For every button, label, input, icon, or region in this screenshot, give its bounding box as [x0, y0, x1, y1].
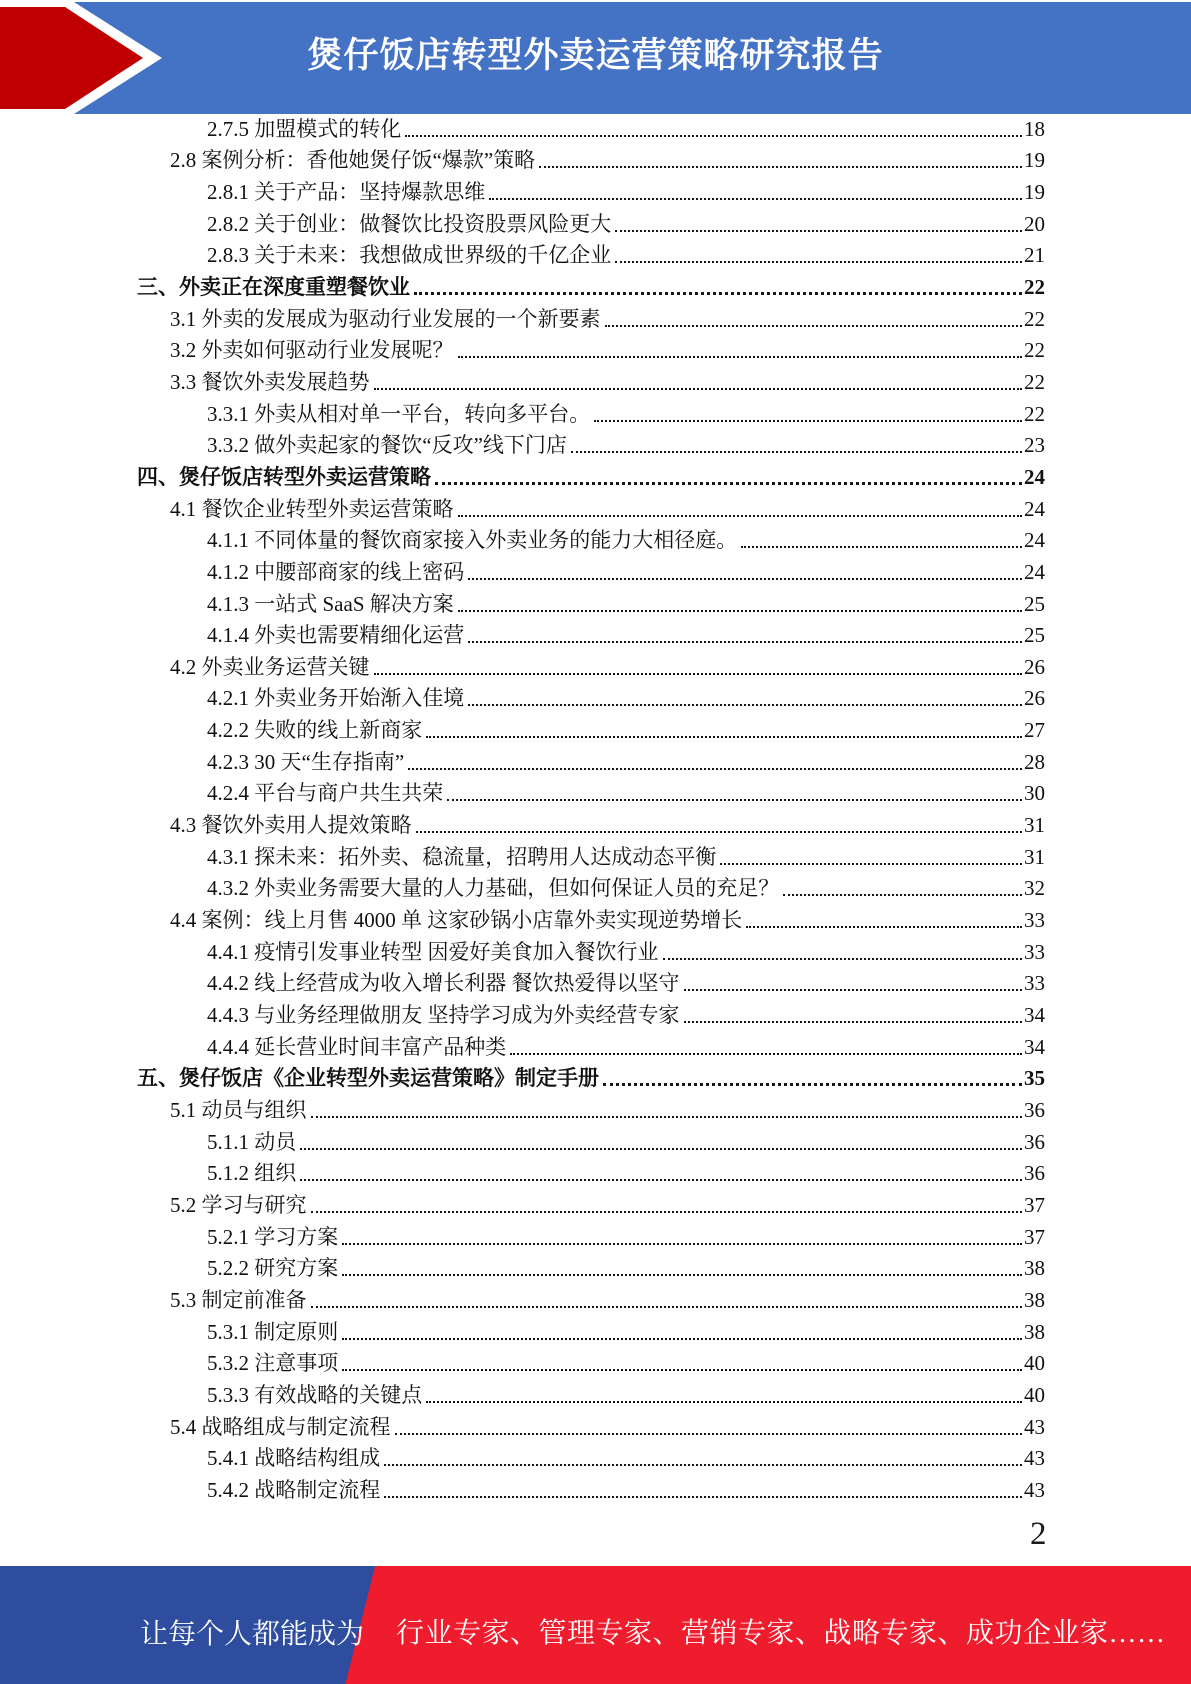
toc-entry-page-number: 26 [1024, 686, 1045, 711]
toc-dotted-leader [489, 198, 1022, 200]
toc-dotted-leader [571, 451, 1022, 453]
toc-entry-page-number: 40 [1024, 1351, 1045, 1376]
toc-entry-page-number: 22 [1024, 401, 1045, 426]
toc-entry-label: 四、煲仔饭店转型外卖运营策略 [137, 464, 431, 489]
toc-entry[interactable] [137, 935, 1045, 967]
toc-entry[interactable] [137, 1473, 1045, 1505]
toc-entry[interactable] [137, 650, 1045, 682]
footer-slogan-left: 让每个人都能成为 [140, 1619, 365, 1650]
toc-entry-page-number: 36 [1024, 1098, 1045, 1122]
toc-entry-page-number: 22 [1024, 274, 1045, 299]
toc-list [137, 112, 1045, 1505]
toc-dotted-leader [605, 325, 1023, 327]
toc-dotted-leader [468, 704, 1022, 706]
toc-dotted-leader [414, 292, 1022, 295]
toc-entry[interactable] [137, 872, 1045, 904]
toc-dotted-leader [311, 1306, 1023, 1308]
toc-entry-page-number: 24 [1024, 464, 1045, 489]
toc-entry-page-number: 35 [1024, 1066, 1045, 1091]
toc-entry-label: 2.8.2 关于创业：做餐饮比投资股票风险更大 [207, 211, 612, 236]
toc-entry[interactable] [137, 1157, 1045, 1189]
toc-entry-page-number: 31 [1024, 844, 1045, 869]
toc-entry-label: 5.3 制定前准备 [170, 1287, 307, 1312]
toc-entry[interactable] [137, 1378, 1045, 1410]
toc-entry[interactable] [137, 903, 1045, 935]
toc-dotted-leader [663, 958, 1023, 960]
toc-entry-page-number: 43 [1024, 1446, 1045, 1471]
toc-dotted-leader [615, 230, 1022, 232]
toc-dotted-leader [783, 894, 1022, 896]
toc-entry-label: 4.3.2 外卖业务需要大量的人力基础，但如何保证人员的充足？ [207, 876, 780, 901]
toc-dotted-leader [447, 799, 1022, 801]
toc-entry-label: 5.2.2 研究方案 [207, 1256, 339, 1281]
toc-dotted-leader [311, 1116, 1023, 1118]
toc-entry-label: 2.7.5 加盟模式的转化 [207, 116, 402, 141]
toc-entry[interactable] [137, 492, 1045, 524]
toc-entry-page-number: 36 [1024, 1129, 1045, 1154]
toc-entry-page-number: 21 [1024, 243, 1045, 268]
toc-dotted-leader [311, 1211, 1023, 1213]
toc-dotted-leader [720, 863, 1022, 865]
toc-entry-label: 4.2.4 平台与商户共生共荣 [207, 781, 444, 806]
page-title: 煲仔饭店转型外卖运营策略研究报告 [307, 36, 884, 75]
toc-entry-page-number: 37 [1024, 1224, 1045, 1249]
toc-dotted-leader [342, 1243, 1022, 1245]
toc-dotted-leader [408, 768, 1022, 770]
toc-entry-label: 3.3 餐饮外卖发展趋势 [170, 369, 370, 394]
toc-entry-page-number: 22 [1024, 369, 1045, 394]
toc-entry-label: 5.4 战略组成与制定流程 [170, 1414, 391, 1439]
toc-entry[interactable] [137, 682, 1045, 714]
toc-entry-label: 4.1.2 中腰部商家的线上密码 [207, 559, 465, 584]
toc-entry-label: 5.1.1 动员 [207, 1129, 297, 1154]
toc-entry-page-number: 33 [1024, 939, 1045, 964]
toc-entry[interactable] [137, 619, 1045, 651]
toc-entry-label: 5.3.1 制定原则 [207, 1319, 339, 1344]
toc-entry-page-number: 38 [1024, 1319, 1045, 1344]
toc-entry-label: 4.4 案例：线上月售 4000 单 这家砂锅小店靠外卖实现逆势增长 [170, 908, 743, 933]
toc-entry-label: 3.3.1 外卖从相对单一平台，转向多平台。 [207, 401, 591, 426]
toc-dotted-leader [615, 261, 1022, 263]
toc-entry[interactable] [137, 175, 1045, 207]
toc-entry-label: 4.4.1 疫情引发事业转型 因爱好美食加入餐饮行业 [207, 939, 659, 964]
footer [0, 1566, 1191, 1684]
toc-dotted-leader [374, 388, 1023, 390]
toc-entry[interactable] [137, 334, 1045, 366]
toc-dotted-leader [741, 546, 1022, 548]
toc-entry-label: 2.8 案例分析：香他她煲仔饭“爆款”策略 [170, 148, 536, 173]
toc-entry-page-number: 19 [1024, 179, 1045, 204]
toc-entry-page-number: 27 [1024, 718, 1045, 743]
toc-entry[interactable] [137, 840, 1045, 872]
toc-entry[interactable] [137, 1347, 1045, 1379]
toc-entry-page-number: 34 [1024, 1003, 1045, 1028]
toc-dotted-leader [384, 1464, 1022, 1466]
toc-entry-label: 2.8.1 关于产品：坚持爆款思维 [207, 179, 486, 204]
toc-entry[interactable] [137, 1315, 1045, 1347]
toc-entry-page-number: 25 [1024, 623, 1045, 648]
toc-dotted-leader [684, 989, 1023, 991]
toc-entry-label: 5.2.1 学习方案 [207, 1224, 339, 1249]
toc-entry-label: 5.1.2 组织 [207, 1161, 297, 1186]
toc-entry-page-number: 38 [1024, 1256, 1045, 1281]
toc-entry-page-number: 38 [1024, 1287, 1045, 1312]
toc-entry-label: 4.1.1 不同体量的餐饮商家接入外卖业务的能力大相径庭。 [207, 528, 738, 553]
toc-entry-label: 4.1.3 一站式 SaaS 解决方案 [207, 591, 454, 616]
toc-dotted-leader [458, 515, 1023, 517]
toc-entry-page-number: 31 [1024, 813, 1045, 838]
toc-entry-page-number: 24 [1024, 559, 1045, 584]
toc-entry-label: 4.2 外卖业务运营关键 [170, 654, 370, 679]
toc-dotted-leader [395, 1433, 1023, 1435]
toc-entry[interactable] [137, 365, 1045, 397]
toc-dotted-leader [458, 356, 1023, 358]
toc-entry[interactable] [137, 555, 1045, 587]
toc-entry-label: 2.8.3 关于未来：我想做成世界级的千亿企业 [207, 243, 612, 268]
toc-entry-page-number: 28 [1024, 749, 1045, 774]
toc-dotted-leader [374, 673, 1023, 675]
toc-dotted-leader [594, 420, 1022, 422]
toc-entry-label: 3.1 外卖的发展成为驱动行业发展的一个新要素 [170, 306, 601, 331]
toc-entry[interactable] [137, 239, 1045, 271]
toc-entry[interactable] [137, 1252, 1045, 1284]
toc-dotted-leader [384, 1496, 1022, 1498]
toc-entry-label: 5.3.2 注意事项 [207, 1351, 339, 1376]
toc-entry-page-number: 24 [1024, 528, 1045, 553]
toc-entry-page-number: 32 [1024, 876, 1045, 901]
toc-entry[interactable] [137, 1442, 1045, 1474]
footer-slogan-right: 行业专家、管理专家、营销专家、战略专家、成功企业家…… [396, 1618, 1166, 1649]
toc-entry-label: 五、煲仔饭店《企业转型外卖运营策略》制定手册 [137, 1066, 599, 1091]
toc-entry[interactable] [137, 460, 1045, 492]
toc-entry-page-number: 19 [1024, 148, 1045, 173]
toc-entry[interactable] [137, 1030, 1045, 1062]
toc-dotted-leader [416, 831, 1023, 833]
toc-entry-page-number: 40 [1024, 1382, 1045, 1407]
toc-entry[interactable] [137, 1283, 1045, 1315]
toc-entry[interactable] [137, 745, 1045, 777]
toc-entry-page-number: 33 [1024, 908, 1045, 933]
report-header-banner [0, 2, 1191, 114]
toc-dotted-leader [510, 1053, 1022, 1055]
toc-entry[interactable] [137, 144, 1045, 176]
toc-dotted-leader [603, 1083, 1022, 1086]
toc-entry-label: 4.4.4 延长营业时间丰富产品种类 [207, 1034, 507, 1059]
toc-entry-page-number: 33 [1024, 971, 1045, 996]
toc-entry-page-number: 22 [1024, 338, 1045, 363]
toc-dotted-leader [426, 736, 1022, 738]
toc-entry-label: 5.4.2 战略制定流程 [207, 1477, 381, 1502]
toc-entry-page-number: 18 [1024, 116, 1045, 141]
toc-entry-label: 4.3 餐饮外卖用人提效策略 [170, 813, 412, 838]
toc-entry[interactable] [137, 1220, 1045, 1252]
toc-entry-page-number: 34 [1024, 1034, 1045, 1059]
toc-entry[interactable] [137, 713, 1045, 745]
toc-entry-page-number: 43 [1024, 1414, 1045, 1439]
toc-dotted-leader [746, 926, 1022, 928]
toc-dotted-leader [342, 1369, 1022, 1371]
toc-entry-label: 4.1.4 外卖也需要精细化运营 [207, 623, 465, 648]
toc-entry-page-number: 36 [1024, 1161, 1045, 1186]
toc-entry-page-number: 30 [1024, 781, 1045, 806]
toc-entry[interactable] [137, 429, 1045, 461]
toc-entry-label: 5.3.3 有效战略的关键点 [207, 1382, 423, 1407]
toc-entry-page-number: 20 [1024, 211, 1045, 236]
toc-entry-page-number: 37 [1024, 1192, 1045, 1217]
toc-entry[interactable] [137, 524, 1045, 556]
toc-entry-label: 三、外卖正在深度重塑餐饮业 [137, 274, 410, 299]
toc-entry[interactable] [137, 1125, 1045, 1157]
toc-entry-label: 5.4.1 战略结构组成 [207, 1446, 381, 1471]
toc-entry-page-number: 25 [1024, 591, 1045, 616]
toc-entry-page-number: 24 [1024, 496, 1045, 521]
toc-entry-label: 4.4.3 与业务经理做朋友 坚持学习成为外卖经营专家 [207, 1003, 680, 1028]
toc-entry[interactable] [137, 967, 1045, 999]
toc-entry-page-number: 22 [1024, 306, 1045, 331]
toc-dotted-leader [300, 1148, 1022, 1150]
toc-entry[interactable] [137, 302, 1045, 334]
toc-entry-page-number: 23 [1024, 433, 1045, 458]
toc-entry[interactable] [137, 587, 1045, 619]
toc-entry-label: 4.2.2 失败的线上新商家 [207, 718, 423, 743]
toc-entry[interactable] [137, 1062, 1045, 1094]
toc-entry[interactable] [137, 112, 1045, 144]
toc-entry-label: 4.3.1 探未来：拓外卖、稳流量，招聘用人达成动态平衡 [207, 844, 717, 869]
toc-entry-label: 4.4.2 线上经营成为收入增长利器 餐饮热爱得以坚守 [207, 971, 680, 996]
toc-entry[interactable] [137, 777, 1045, 809]
page-number: 2 [1030, 1516, 1047, 1552]
toc-entry[interactable] [137, 1410, 1045, 1442]
toc-entry[interactable] [137, 1188, 1045, 1220]
toc-entry[interactable] [137, 808, 1045, 840]
toc-entry-page-number: 26 [1024, 654, 1045, 679]
toc-dotted-leader [539, 166, 1022, 168]
toc-dotted-leader [684, 1021, 1023, 1023]
toc-entry[interactable] [137, 998, 1045, 1030]
toc-entry-label: 3.3.2 做外卖起家的餐饮“反攻”线下门店 [207, 433, 567, 458]
toc-dotted-leader [300, 1179, 1022, 1181]
toc-entry-label: 3.2 外卖如何驱动行业发展呢？ [170, 338, 454, 363]
toc-entry[interactable] [137, 207, 1045, 239]
toc-dotted-leader [458, 610, 1022, 612]
toc-dotted-leader [342, 1338, 1022, 1340]
toc-dotted-leader [468, 641, 1022, 643]
toc-entry-label: 4.1 餐饮企业转型外卖运营策略 [170, 496, 454, 521]
toc-dotted-leader [426, 1401, 1022, 1403]
toc-dotted-leader [405, 135, 1022, 137]
toc-entry-label: 4.2.3 30 天“生存指南” [207, 749, 405, 774]
toc-entry[interactable] [137, 397, 1045, 429]
toc-entry[interactable] [137, 270, 1045, 302]
toc-dotted-leader [435, 482, 1022, 485]
toc-dotted-leader [468, 578, 1022, 580]
toc-entry-page-number: 43 [1024, 1477, 1045, 1502]
toc-entry-label: 4.2.1 外卖业务开始渐入佳境 [207, 686, 465, 711]
toc-entry-label: 5.1 动员与组织 [170, 1098, 307, 1122]
toc-entry[interactable] [137, 1093, 1045, 1125]
toc-dotted-leader [342, 1274, 1022, 1276]
toc-entry-label: 5.2 学习与研究 [170, 1192, 307, 1217]
